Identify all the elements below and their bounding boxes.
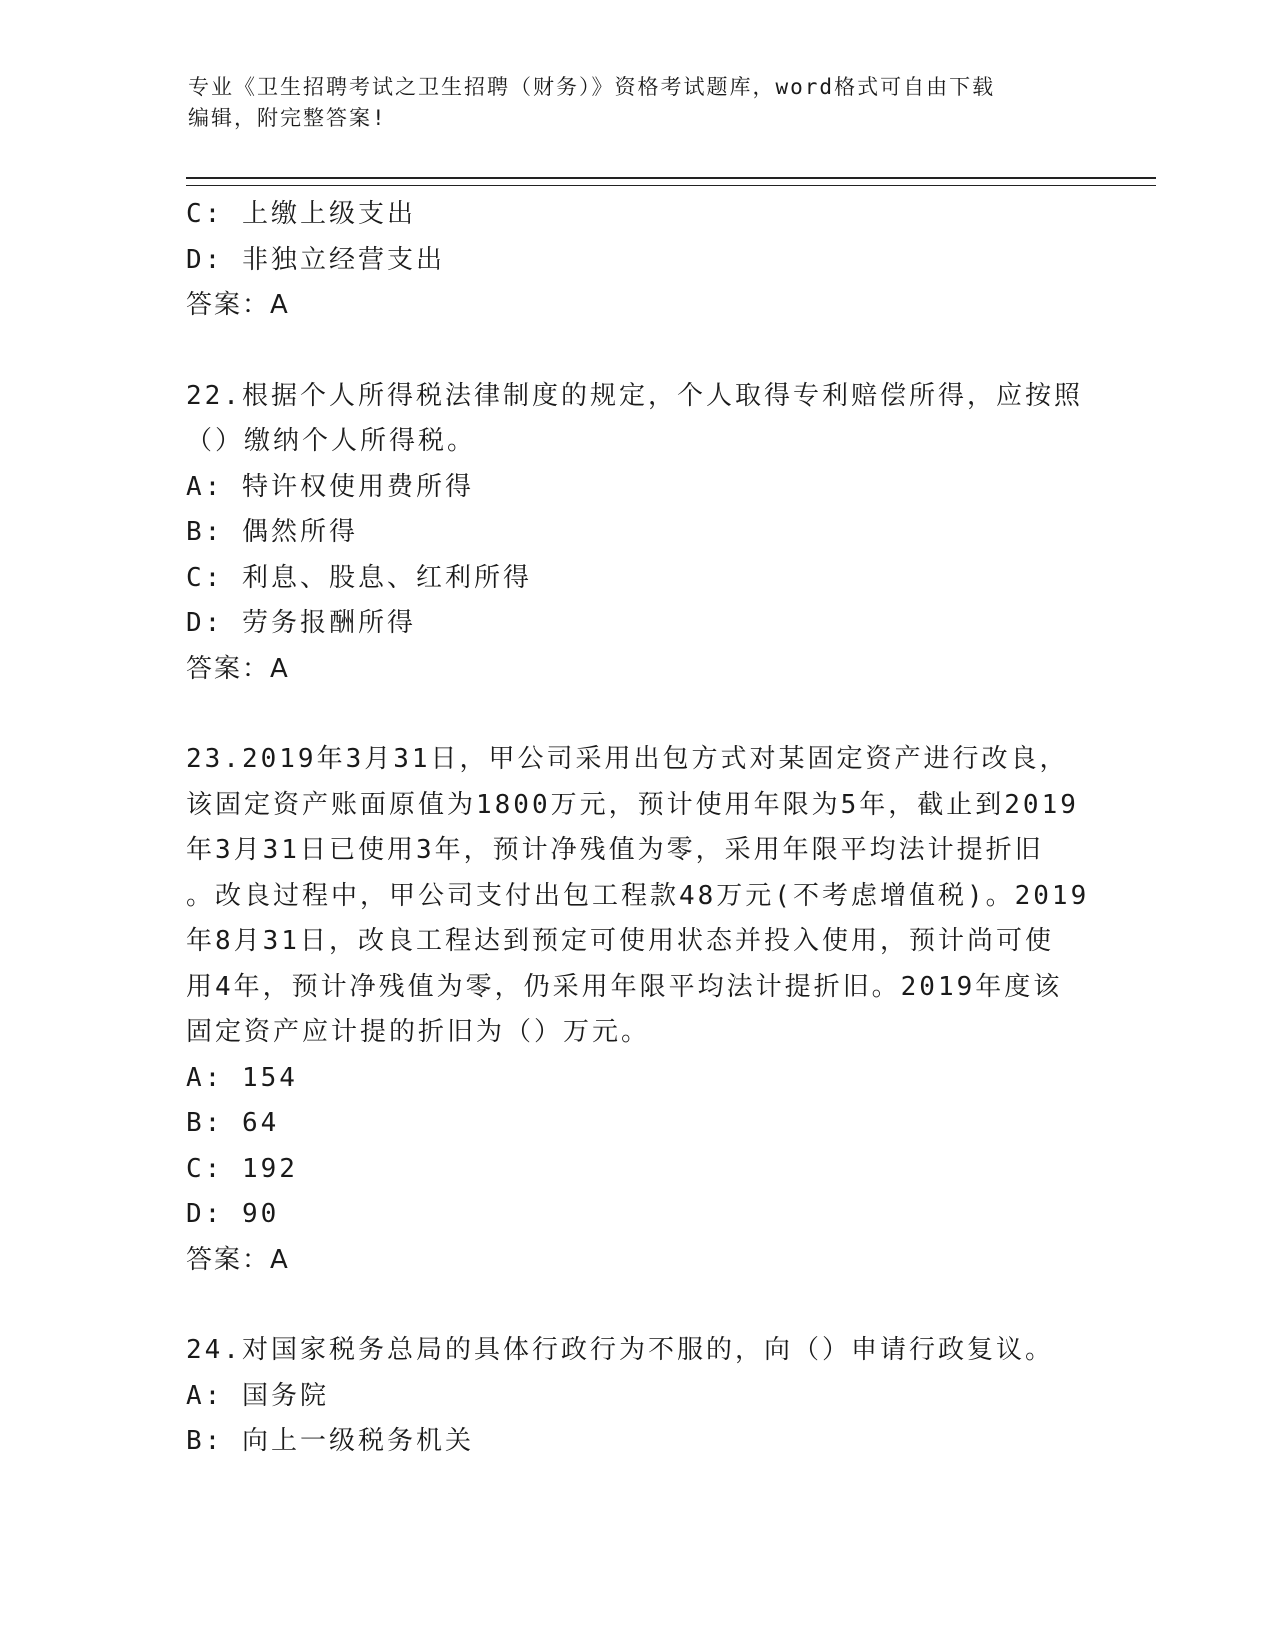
question-24 (186, 1328, 1086, 1465)
document-body (186, 192, 1090, 1465)
option-b: B: 偶然所得 (186, 517, 358, 547)
option-d: D: 90 (186, 1199, 280, 1229)
option-c: C: 192 (186, 1153, 298, 1184)
question-stem-line: 24.对国家税务总局的具体行政行为不服的，向（）申请行政复议。 (186, 1335, 1054, 1365)
header-line-2: 编辑，附完整答案! (188, 106, 387, 130)
spacer (186, 1283, 1086, 1328)
question-stem-line: 年3月31日已使用3年，预计净残值为零，采用年限平均法计提折旧 (186, 835, 1044, 865)
option-d: D: 非独立经营支出 (186, 244, 445, 275)
answer-line: 答案：A (186, 1244, 290, 1275)
header-divider (186, 177, 1156, 186)
question-stem-line: 23.2019年3月31日，甲公司采用出包方式对某固定资产进行改良， (186, 744, 1069, 774)
question-stem-line: 22.根据个人所得税法律制度的规定，个人取得专利赔偿所得，应按照 (186, 380, 1083, 411)
question-stem-line: （）缴纳个人所得税。 (186, 426, 477, 456)
question-stem-line: 用4年，预计净残值为零，仍采用年限平均法计提折旧。2019年度该 (186, 971, 1063, 1002)
question-stem-line: 。改良过程中，甲公司支付出包工程款48万元(不考虑增值税)。2019 (186, 880, 1090, 911)
option-a: A: 154 (186, 1062, 298, 1093)
option-c: C: 上缴上级支出 (186, 199, 416, 229)
spacer (186, 692, 1086, 737)
spacer (186, 329, 1086, 374)
option-d: D: 劳务报酬所得 (186, 608, 416, 638)
question-stem-line: 固定资产应计提的折旧为（）万元。 (186, 1017, 651, 1047)
header-line-1: 专业《卫生招聘考试之卫生招聘（财务）》资格考试题库，word格式可自由下载 (188, 75, 996, 99)
page-header (188, 72, 1078, 134)
question-23 (186, 737, 1090, 1283)
option-b: B: 向上一级税务机关 (186, 1426, 474, 1456)
option-a: A: 国务院 (186, 1380, 329, 1411)
question-21-tail (186, 192, 1086, 329)
option-b: B: 64 (186, 1108, 280, 1138)
answer-line: 答案：A (186, 653, 290, 684)
option-a: A: 特许权使用费所得 (186, 471, 474, 502)
question-stem-line: 年8月31日，改良工程达到预定可使用状态并投入使用，预计尚可使 (186, 926, 1054, 956)
question-stem-line: 该固定资产账面原值为1800万元，预计使用年限为5年，截止到2019 (186, 789, 1079, 820)
question-22 (186, 374, 1086, 693)
answer-line: 答案：A (186, 290, 290, 320)
option-c: C: 利息、股息、红利所得 (186, 562, 532, 593)
